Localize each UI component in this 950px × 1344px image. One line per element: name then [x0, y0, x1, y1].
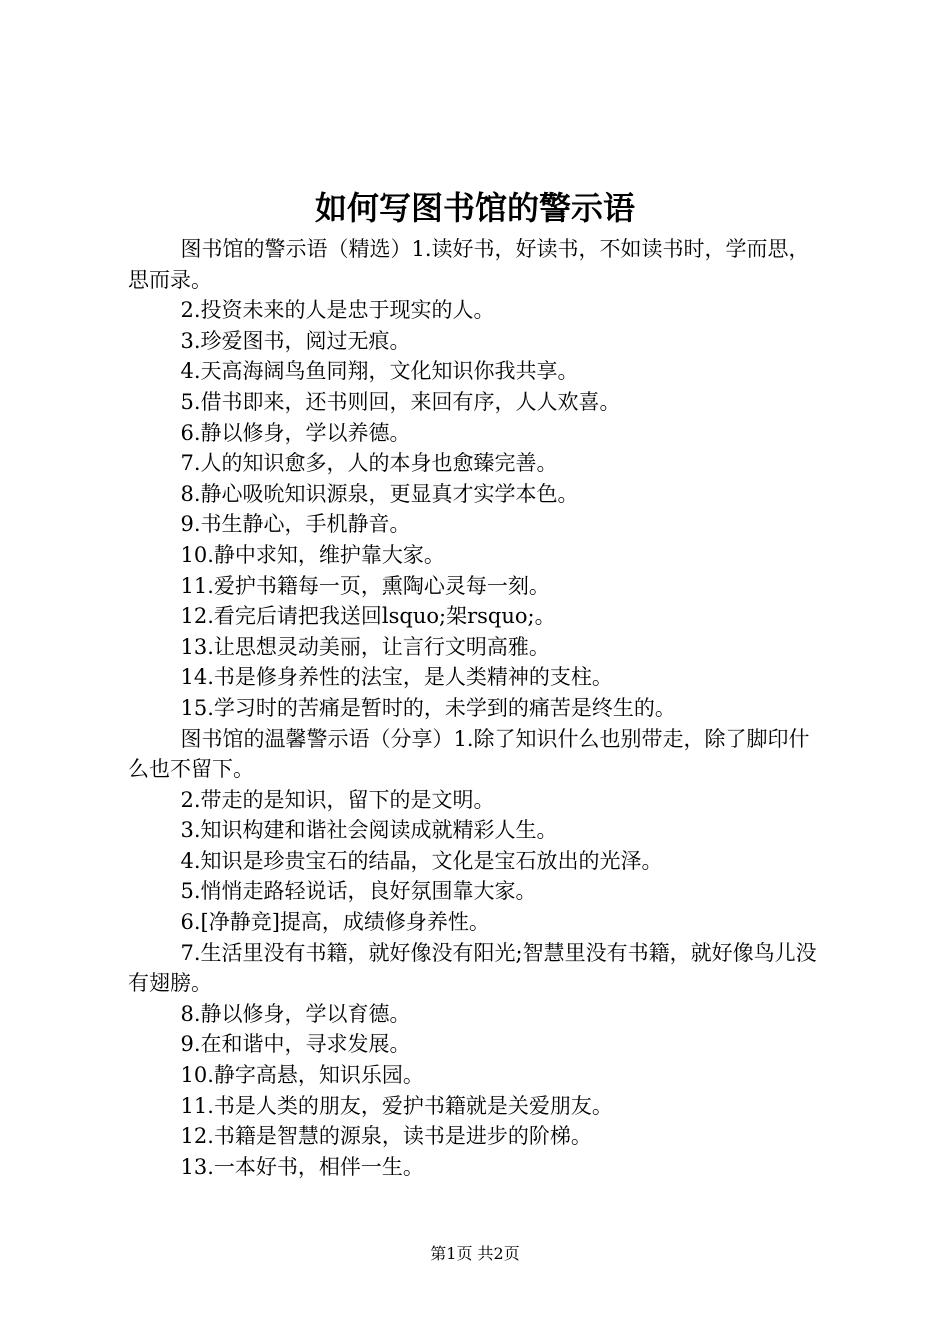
paragraph: 13.让思想灵动美丽，让言行文明高雅。 [180, 634, 550, 659]
paragraph: 7.人的知识愈多，人的本身也愈臻完善。 [180, 451, 558, 476]
paragraph: 6.静以修身，学以养德。 [180, 420, 411, 445]
paragraph: 11.书是人类的朋友，爱护书籍就是关爱朋友。 [180, 1093, 613, 1118]
document-title: 如何写图书馆的警示语 [314, 189, 635, 227]
paragraph: 图书馆的警示语（精选）1.读好书，好读书，不如读书时，学而思，思而录。 [128, 237, 810, 292]
paragraph: 12.看完后请把我送回lsquo;架rsquo;。 [180, 604, 556, 629]
paragraph: 6.[净静竞]提高，成绩修身养性。 [180, 910, 490, 935]
paragraph: 2.投资未来的人是忠于现实的人。 [180, 298, 495, 323]
paragraph: 2.带走的是知识，留下的是文明。 [180, 787, 495, 812]
paragraph: 9.在和谐中，寻求发展。 [180, 1032, 411, 1057]
document-body [128, 234, 828, 1182]
paragraph: 5.悄悄走路轻说话，良好氛围靠大家。 [180, 879, 537, 904]
paragraph: 10.静字高悬，知识乐园。 [180, 1063, 424, 1088]
paragraph: 10.静中求知，维护靠大家。 [180, 542, 445, 567]
paragraph: 4.天高海阔鸟鱼同翔，文化知识你我共享。 [180, 359, 579, 384]
paragraph: 3.知识构建和谐社会阅读成就精彩人生。 [180, 818, 558, 843]
paragraph: 7.生活里没有书籍，就好像没有阳光;智慧里没有书籍，就好像鸟儿没有翅膀。 [128, 940, 817, 996]
paragraph: 9.书生静心，手机静音。 [180, 512, 411, 537]
page-footer: 第1页 共2页 [430, 1244, 520, 1263]
paragraph: 14.书是修身养性的法宝，是人类精神的支柱。 [180, 665, 613, 690]
paragraph: 图书馆的温馨警示语（分享）1.除了知识什么也别带走，除了脚印什么也不留下。 [128, 726, 810, 782]
paragraph: 8.静心吸吮知识源泉，更显真才实学本色。 [180, 481, 579, 506]
paragraph: 12.书籍是智慧的源泉，读书是进步的阶梯。 [180, 1124, 592, 1149]
paragraph: 4.知识是珍贵宝石的结晶，文化是宝石放出的光泽。 [180, 848, 663, 873]
paragraph: 15.学习时的苦痛是暂时的，未学到的痛苦是终生的。 [180, 695, 676, 720]
paragraph: 13.一本好书，相伴一生。 [180, 1154, 424, 1179]
paragraph: 11.爱护书籍每一页，熏陶心灵每一刻。 [180, 573, 550, 598]
paragraph: 5.借书即来，还书则回，来回有序，人人欢喜。 [180, 389, 621, 414]
paragraph: 3.珍爱图书，阅过无痕。 [180, 328, 411, 353]
paragraph: 8.静以修身，学以育德。 [180, 1001, 411, 1026]
